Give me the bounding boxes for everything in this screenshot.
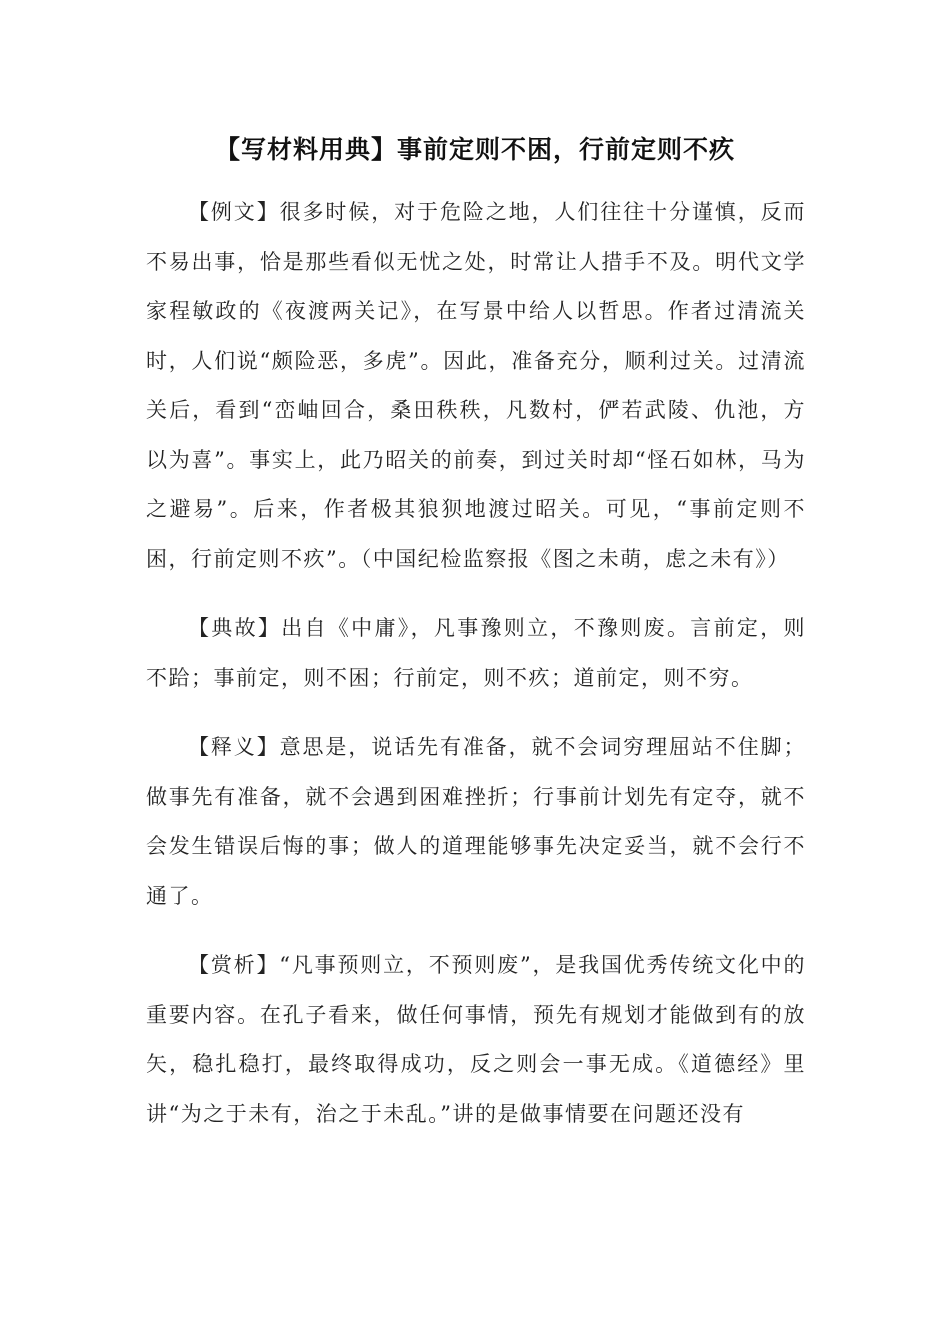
- paragraph-text: 很多时候，对于危险之地，人们往往十分谨慎，反而不易出事，恰是那些看似无忧之处，时常让人措手不及。明代文学家程敏政的《夜渡两关记》，在写景中给人以哲思。作者过清流关时，人们说“颇险恶，多虎”。因此，准备充分，顺利过关。过清流关后，看到“峦岫回合，桑田秩秩，凡数村，俨若武陵、仇池，方以为喜”。事实上，此乃昭关的前奏，到过关时却“怪石如林，马为之避易”。后来，作者极其狼狈地渡过昭关。可见，“事前定则不困，行前定则不疚”。（中国纪检监察报《图之未萌，虑之未有》）: [146, 200, 807, 571]
- document-body: [146, 188, 806, 1159]
- paragraph-text: 出自《中庸》，凡事豫则立，不豫则废。言前定，则不跲；事前定，则不困；行前定，则不疚；道前定，则不穷。: [146, 616, 807, 690]
- paragraph-appreciation: [146, 941, 806, 1139]
- paragraph-allusion: [146, 604, 806, 703]
- paragraph-text: “凡事预则立，不预则废”，是我国优秀传统文化中的重要内容。在孔子看来，做任何事情，预先有规划才能做到有的放矢，稳扎稳打，最终取得成功，反之则会一事无成。《道德经》里讲“为之于未有，治之于未乱。”讲的是做事情要在问题还没有: [146, 953, 806, 1126]
- document-title: 【写材料用典】事前定则不困，行前定则不疚: [214, 135, 735, 164]
- paragraph-tag: 【释义】: [188, 735, 280, 759]
- paragraph-tag: 【典故】: [188, 616, 282, 640]
- paragraph-example: [146, 188, 806, 584]
- paragraph-tag: 【赏析】: [188, 953, 280, 977]
- paragraph-interpretation: [146, 723, 806, 921]
- paragraph-text: 意思是，说话先有准备，就不会词穷理屈站不住脚；做事先有准备，就不会遇到困难挫折；行事前计划先有定夺，就不会发生错误后悔的事；做人的道理能够事先决定妥当，就不会行不通了。: [146, 735, 807, 908]
- paragraph-tag: 【例文】: [188, 200, 280, 224]
